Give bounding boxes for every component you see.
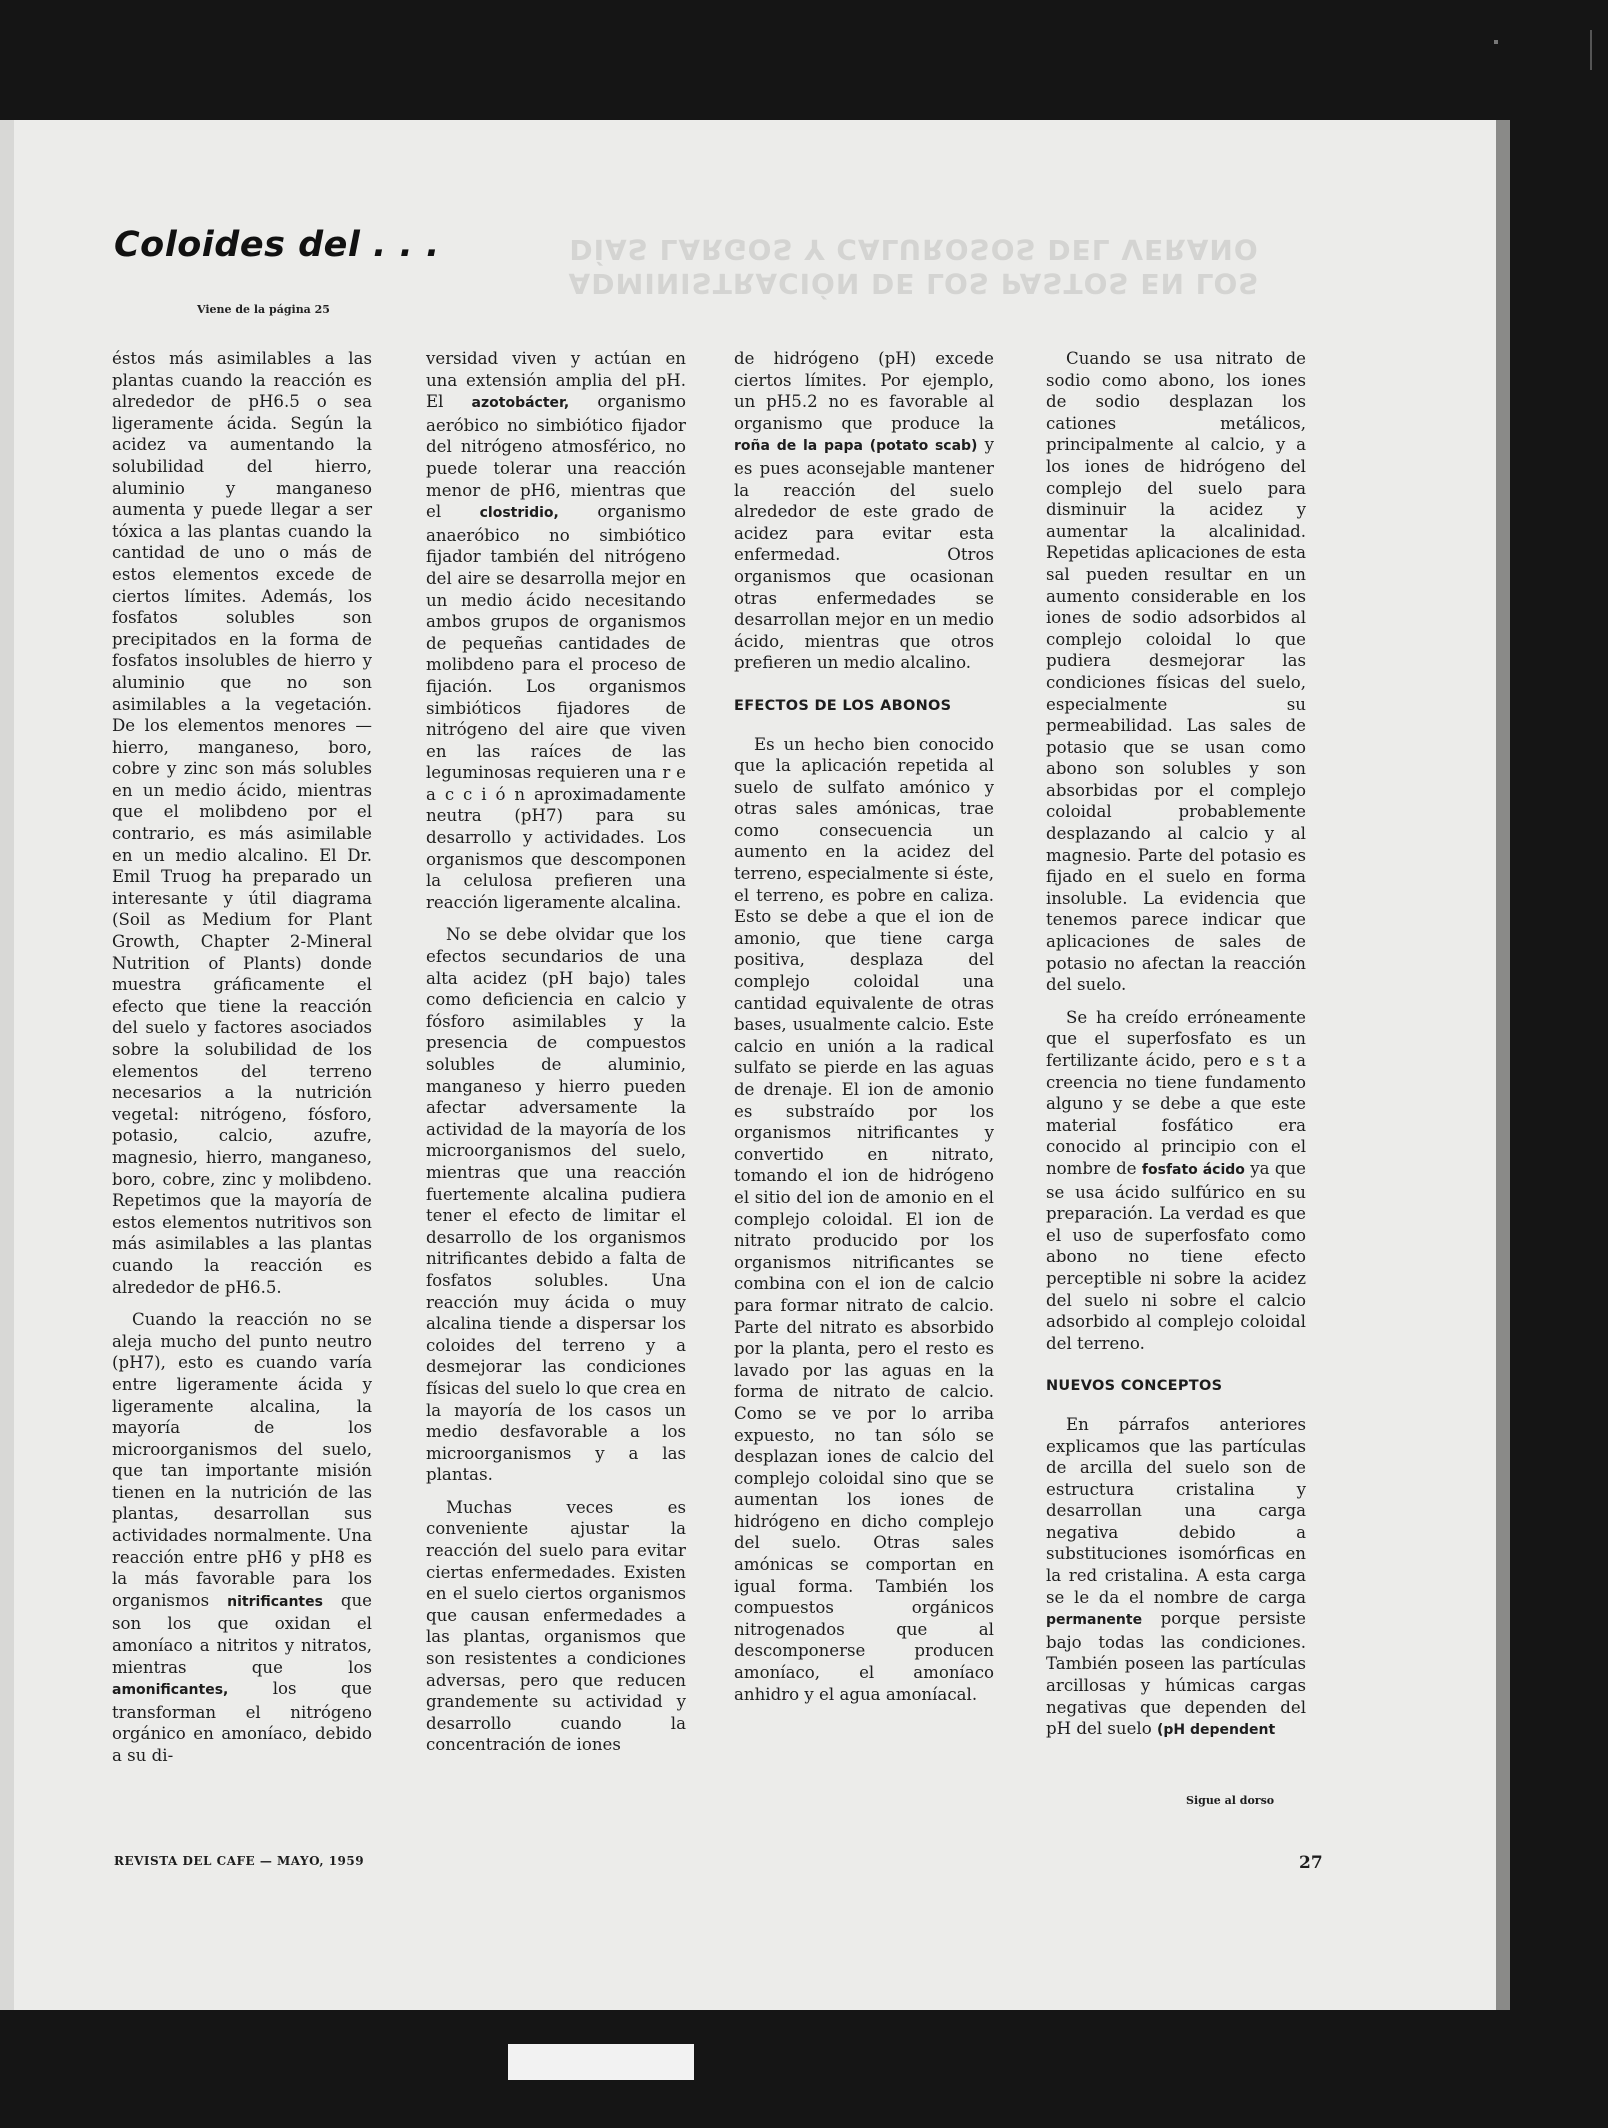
paragraph: Cuando la reacción no se aleja mucho del punto neutro (pH7), esto es cuando varía entre ligeramente ácida y ligeramente alcalina, la mayoría de los microorganismos del suelo, que tan importante misión tienen en la nutrición de las plantas, desarrollan sus actividades normalmente. Una reacción entre pH6 y pH8 es la más favorable para los organismos nitrificantes que son los que oxidan el amoníaco a nitritos y nitratos, mientras que los amonificantes, los que transforman el nitrógeno orgánico en amoníaco, debido a su di- <box>112 1310 373 1765</box>
text-column-4 <box>1046 348 1306 1742</box>
keyword: roña de la papa (potato scab) <box>734 438 978 455</box>
paragraph: Cuando se usa nitrato de sodio como abono, los iones de sodio desplazan los cationes metálicos, principalmente al calcio, y a los iones de hidrógeno del complejo del suelo para disminuir la acidez y aumentar la alcalinidad. Repetidas aplicaciones de esta sal pueden resultar en un aumento considerable en los iones de sodio adsorbidos al complejo coloidal lo que pudiera desmejorar las condiciones físicas del suelo, especialmente su permeabilidad. Las sales de potasio que se usan como abono son solubles y son absorbidas por el complejo coloidal probablemente desplazando al calcio y al magnesio. Parte del potasio es fijado en el suelo en forma insoluble. La evidencia que tenemos parece indicar que aplicaciones de sales de potasio no afectan la reacción del suelo. <box>1046 349 1306 995</box>
continued-from-note: Viene de la página 25 <box>197 303 330 316</box>
page-number: 27 <box>1299 1853 1323 1873</box>
book-spine <box>0 120 14 2010</box>
paragraph: de hidrógeno (pH) excede ciertos límites. Por ejemplo, un pH5.2 no es favorable al organismo que produce la roña de la papa (potato scab) y es pues aconsejable mantener la reacción del suelo alrededor de este grado de acidez para evitar esta enfermedad. Otros organismos que ocasionan otras enfermedades se desarrollan mejor en un medio ácido, mientras que otros prefieren un medio alcalino. <box>734 349 994 673</box>
keyword: clostridio, <box>479 505 559 522</box>
section-heading: NUEVOS CONCEPTOS <box>1046 1378 1223 1395</box>
show-through-text: ADMINISTRACIÓN DE LOS PASTOS EN LOS DÍAS LARGOS Y CALUROSOS DEL VERANO <box>568 233 1260 300</box>
paragraph: Es un hecho bien conocido que la aplicación repetida al suelo de sulfato amónico y otras sales amónicas, trae como consecuencia un aumento en la acidez del terreno, especialmente si éste, el terreno, es pobre en caliza. Esto se debe a que el ion de amonio, que tiene carga positiva, desplaza del complejo coloidal una cantidad equivalente de otras bases, usualmente calcio. Este calcio en unión a la radical sulfato se pierde en las aguas de drenaje. El ion de amonio es substraído por los organismos nitrificantes y convertido en nitrato, tomando el ion de hidrógeno el sitio del ion de amonio en el complejo coloidal. El ion de nitrato producido por los organismos nitrificantes se combina con el ion de calcio para formar nitrato de calcio. Parte del nitrato es absorbido por la planta, pero el resto es lavado por las aguas en la forma de nitrato de calcio. Como se ve por lo arriba expuesto, no tan sólo se desplazan iones de calcio del complejo coloidal sino que se aumentan los iones de hidrógeno en dicho complejo del suelo. Otras sales amónicas se comportan en igual forma. También los compuestos orgánicos nitrogenados que al descomponerse producen amoníaco, el amoníaco anhidro y el agua amoníacal. <box>734 734 994 1704</box>
publication-footer: REVISTA DEL CAFE — MAYO, 1959 <box>114 1854 365 1868</box>
scan-mark <box>1590 30 1592 70</box>
text-column-1 <box>112 348 372 1767</box>
paragraph: No se debe olvidar que los efectos secundarios de una alta acidez (pH bajo) tales como deficiencia en calcio y fósforo asimilables y la presencia de compuestos solubles de aluminio, manganeso y hierro pueden afectar adversamente la actividad de la mayoría de los microorganismos del suelo, mientras que una reacción fuertemente alcalina pudiera tener el efecto de limitar el desarrollo de los organismos nitrificantes debido a falta de fosfatos solubles. Una reacción muy ácida o muy alcalina tiende a dispersar los coloides del terreno y a desmejorar las condiciones físicas del suelo lo que crea en la mayoría de los casos un medio desfavorable a los microorganismos y a las plantas. <box>426 925 686 1485</box>
paragraph: éstos más asimilables a las plantas cuando la reacción es alrededor de pH6.5 o sea ligeramente ácida. Según la acidez va aumentando la solubilidad del hierro, aluminio y manganeso aumenta y puede llegar a ser tóxica a las plantas cuando la cantidad de uno o más de estos elementos excede de ciertos límites. Además, los fosfatos solubles son precipitados en la forma de fosfatos insolubles de hierro y aluminio que no son asimilables a la vegetación. De los elementos menores —hierro, manganeso, boro, cobre y zinc son más solubles en un medio ácido, mientras que el molibdeno por el contrario, es más asimilable en un medio alcalino. El Dr. Emil Truog ha preparado un interesante y útil diagrama (Soil as Medium for Plant Growth, Chapter 2-Mineral Nutrition of Plants) donde muestra gráficamente el efecto que tiene la reacción del suelo y factores asociados sobre la solubilidad de los elementos del terreno necesarios a la nutrición vegetal: nitrógeno, fósforo, potasio, calcio, azufre, magnesio, hierro, manganeso, boro, cobre, zinc y molibdeno. Repetimos que la mayoría de estos elementos nutritivos son más asimilables a las plantas cuando la reacción es alrededor de pH6.5. <box>112 349 372 1297</box>
text-column-3 <box>734 348 994 1705</box>
continued-on-note: Sigue al dorso <box>1186 1794 1275 1807</box>
keyword: amonificantes, <box>112 1682 229 1699</box>
paragraph: versidad viven y actúan en una extensión amplia del pH. El azotobácter, organismo aeróbico no simbiótico fijador del nitrógeno atmosférico, no puede tolerar una reacción menor de pH6, mientras que el clostridio, organismo anaeróbico no simbiótico fijador también del nitrógeno del aire se desarrolla mejor en un medio ácido necesitando ambos grupos de organismos de pequeñas cantidades de molibdeno para el proceso de fijación. Los organismos simbióticos fijadores de nitrógeno del aire que viven en las raíces de las leguminosas requieren una r e a c c i ó n aproximadamente neutra (pH7) para su desarrollo y actividades. Los organismos que descomponen la celulosa prefieren una reacción ligeramente alcalina. <box>426 349 686 912</box>
magazine-page <box>14 120 1496 2010</box>
article-title: Coloides del . . . <box>114 225 440 265</box>
keyword: azotobácter, <box>471 395 570 412</box>
keyword: permanente <box>1046 1612 1143 1629</box>
keyword: (pH dependent <box>1157 1722 1276 1739</box>
keyword: fosfato ácido <box>1141 1161 1245 1178</box>
scan-tab <box>508 2044 694 2080</box>
paragraph: Muchas veces es conveniente ajustar la reacción del suelo para evitar ciertas enfermedades. Existen en el suelo ciertos organismos que causan enfermedades a las plantas, organismos que son resistentes a condiciones adversas, pero que reducen grandemente su actividad y desarrollo cuando la concentración de iones <box>426 1497 686 1755</box>
keyword: nitrificantes <box>227 1593 323 1610</box>
paragraph: Se ha creído erróneamente que el superfosfato es un fertilizante ácido, pero e s t a creencia no tiene fundamento alguno y se debe a que este material fosfático era conocido al principio con el nombre de fosfato ácido ya que se usa ácido sulfúrico en su preparación. La verdad es que el uso de superfosfato como abono no tiene efecto perceptible ni sobre la acidez del suelo ni sobre el calcio adsorbido al complejo coloidal del terreno. <box>1046 1007 1306 1353</box>
section-heading: EFECTOS DE LOS ABONOS <box>734 697 952 714</box>
page-edge <box>1496 120 1510 2010</box>
text-column-2 <box>426 348 686 1756</box>
scan-dot <box>1494 40 1498 44</box>
paragraph: En párrafos anteriores explicamos que las partículas de arcilla del suelo son de estructura cristalina y desarrollan una carga negativa debido a substituciones isomórficas en la red cristalina. A esta carga se le da el nombre de carga permanente porque persiste bajo todas las condiciones. También poseen las partículas arcillosas y húmicas cargas negativas que dependen del pH del suelo (pH dependent <box>1046 1414 1306 1739</box>
